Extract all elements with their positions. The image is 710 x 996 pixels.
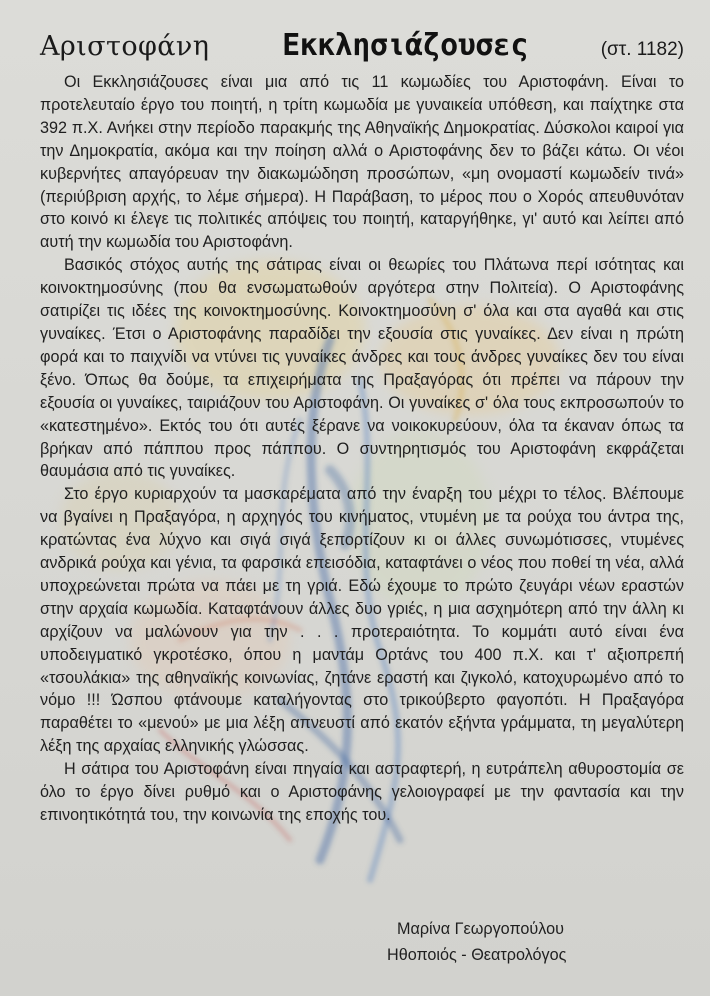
title-date: (στ. 1182) — [600, 39, 684, 60]
signature-name: Μαρίνα Γεωργοπούλου — [397, 920, 564, 938]
article — [40, 28, 684, 827]
signature-block — [387, 916, 566, 968]
paragraph-4: Η σάτιρα του Αριστοφάνη είναι πηγαία και αστραφτερή, η ευτράπελη αθυροστομία σε όλο το έργο δίνει ρυθμό και ο Αριστοφάνης γελοιογραφεί με την φαντασία και την επινοητικότητά του, την κοινωνία της εποχής του. — [40, 760, 684, 824]
paragraph-1: Οι Εκκλησιάζουσες είναι μια από τις 11 κωμωδίες του Αριστοφάνη. Είναι το προτελευταίο έργο του ποιητή, η τρίτη κωμωδία με γυναικεία υπόθεση, και παίχτηκε στα 392 π.Χ. Ανήκει στην περίοδο παρακμής της Αθηναϊκής Δημοκρατίας. Δύσκολοι καιροί για την Δημοκρατία, ακόμα και την ποίηση αλλά ο Αριστοφάνης δεν το βάζει κάτω. Οι νέοι κυβερνήτες απαγόρευαν την διακωμώδηση προσώπων, «μη ονομαστί κωμωδείν τινά» (περιύβριση αρχής, το λέμε σήμερα). Η Παράβαση, το μέρος που ο Χορός απευθυνόταν στο κοινό κι έλεγε τις πολιτικές απόψεις του ποιητή, καταργήθηκε, γι' αυτό και λείπει από αυτή την κωμωδία του Αριστοφάνη. — [40, 73, 684, 252]
title-author: Αριστοφάνη — [40, 31, 210, 62]
paragraph-3: Στο έργο κυριαρχούν τα μασκαρέματα από την έναρξη του μέχρι το τέλος. Βλέπουμε να βγαίνει η Πραξαγόρα, η αρχηγός του κινήματος, ντυμένη με τα ρούχα του άντρα της, κρατώντας ένα λύχνο και σιγά σιγά ξεπορτίζουν κι οι άλλες συνωμότισσες, ντυμένες ανδρικά ρούχα και γένια, τα φαρσικά επεισόδια, καταφτάνει ο νέος που ποθεί τη νέα, αλλά υποχρεώνεται πρώτα να πάει με τη γριά. Εδώ έχουμε το πρώτο ζευγάρι νέων εραστών στην αρχαία κωμωδία. Καταφτάνουν άλλες δυο γριές, η μια ασχημότερη από την άλλη κι αρχίζουν να μαλώνουν για την . . . προτεραιότητα. Το κομμάτι αυτό είναι ένα υποδειγματικό γκροτέσκο, όπου η μαντάμ Ορτάνς του 400 π.Χ. και τ' αξιοπρεπή «τσουλάκια» της αθηναϊκής κοινωνίας, ζητάνε εραστή και ζιγκολό, κατοχυρωμένο από το νόμο !!! Ώσπου φτάνουμε καταλήγοντας στο τρικούβερτο φαγοπότι. Η Πραξαγόρα παραθέτει το «μενού» με μια λέξη απνευστί από εκατόν εξήντα γράμματα, τη μεγαλύτερη λέξη της αρχαίας ελληνικής γλώσσας. — [40, 485, 684, 756]
signature-role: Ηθοποιός - Θεατρολόγος — [387, 946, 567, 964]
paragraph-2: Βασικός στόχος αυτής της σάτιρας είναι οι θεωρίες του Πλάτωνα περί ισότητας και κοινοκτημοσύνης (που θα ενσωματωθούν αργότερα στην Πολιτεία). Ο Αριστοφάνης σατιρίζει τις ιδέες της κοινοκτημοσύνης. Κοινοκτημοσύνη σ' όλα και στα αγαθά και στις γυναίκες. Έτσι ο Αριστοφάνης παραδίδει την εξουσία στις γυναίκες. Δεν είναι η πρώτη φορά και το παιχνίδι να ντύνει τις γυναίκες άνδρες και τους άνδρες γυναίκες δεν του είναι ξένο. Όπως θα δούμε, τα επιχειρήματα της Πραξαγόρας ότι πρέπει να πάρουν την εξουσία οι γυναίκες, ταιριάζουν του Αριστοφάνη. Οι γυναίκες σ' όλα τους εκπροσωπούν το «κατεστημένο». Εκτός του ότι αυτές ξέρανε να νοικοκυρεύουν, όλα τα έκαναν όπως τα βρήκαν από πάππου προς πάππου. Ο συντηρητισμός του Αριστοφάνη εκφράζεται θαυμάσια από τις γυναίκες. — [40, 256, 684, 481]
title-play-name: Εκκλησιάζουσες — [282, 28, 528, 63]
article-title — [40, 28, 684, 63]
